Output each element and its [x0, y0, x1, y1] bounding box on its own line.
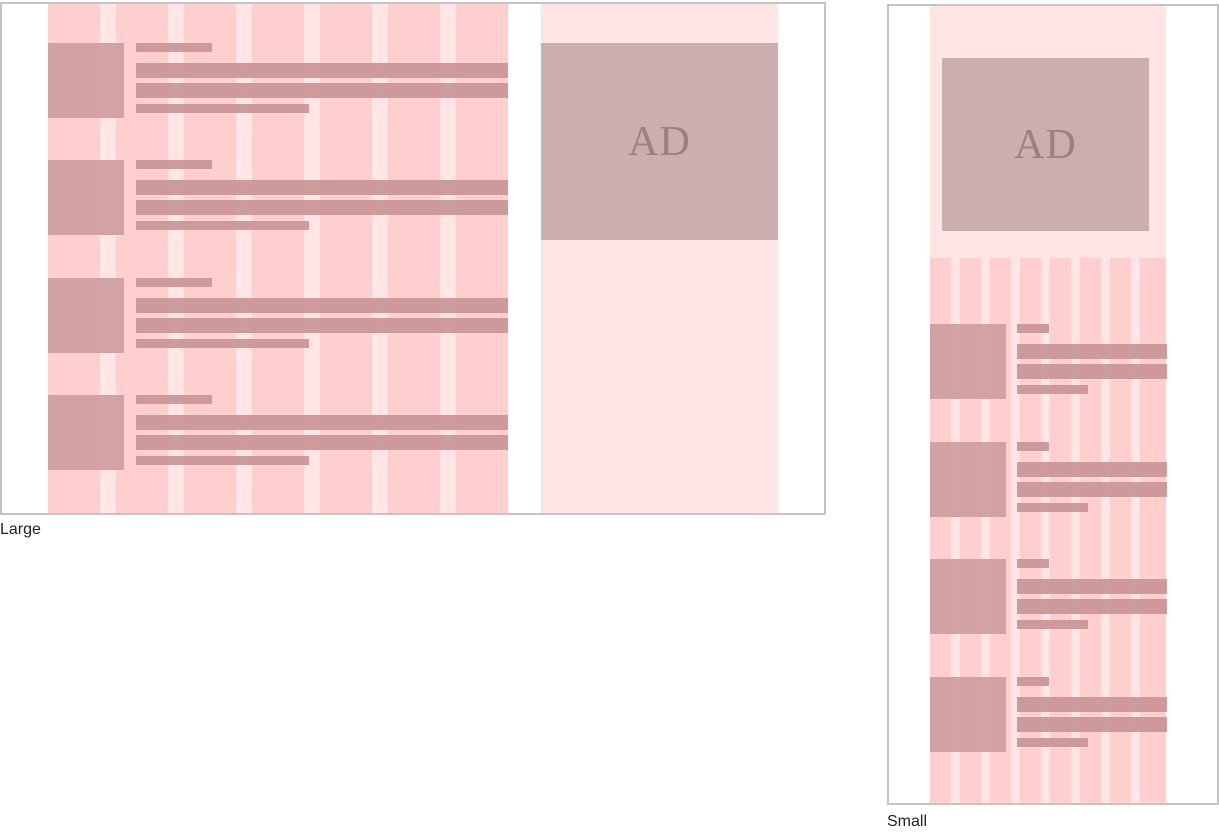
item-thumbnail [48, 160, 124, 235]
item-thumbnail [48, 43, 124, 118]
item-category-bar [136, 43, 212, 52]
item-thumbnail [930, 559, 1006, 634]
large-layout-frame [0, 2, 826, 515]
item-meta-bar [1017, 385, 1088, 394]
item-category-bar [1017, 442, 1049, 451]
item-title-bar [1017, 599, 1167, 614]
large-layout-caption: Large [0, 521, 41, 538]
item-title-bar [136, 435, 508, 450]
item-meta-bar [1017, 503, 1088, 512]
item-title-bar [1017, 717, 1167, 732]
item-category-bar [1017, 559, 1049, 568]
small-ad-block: AD [942, 58, 1149, 231]
item-title-bar [1017, 482, 1167, 497]
item-title-bar [136, 298, 508, 313]
item-title-bar [136, 83, 508, 98]
item-meta-bar [1017, 738, 1088, 747]
item-meta-bar [136, 339, 309, 348]
item-title-bar [136, 200, 508, 215]
item-title-bar [1017, 697, 1167, 712]
item-meta-bar [136, 221, 309, 230]
item-thumbnail [48, 278, 124, 353]
small-layout-frame [887, 4, 1219, 805]
item-category-bar [136, 160, 212, 169]
item-thumbnail [930, 442, 1006, 517]
item-title-bar [1017, 364, 1167, 379]
item-thumbnail [48, 395, 124, 470]
item-category-bar [136, 278, 212, 287]
item-title-bar [136, 318, 508, 333]
item-thumbnail [930, 677, 1006, 752]
large-ad-block: AD [541, 43, 778, 240]
item-title-bar [136, 180, 508, 195]
item-meta-bar [136, 104, 309, 113]
item-meta-bar [136, 456, 309, 465]
item-title-bar [1017, 579, 1167, 594]
item-meta-bar [1017, 620, 1088, 629]
item-category-bar [136, 395, 212, 404]
item-category-bar [1017, 324, 1049, 333]
item-title-bar [1017, 344, 1167, 359]
item-thumbnail [930, 324, 1006, 399]
item-title-bar [136, 415, 508, 430]
small-layout-caption: Small [887, 813, 928, 830]
item-category-bar [1017, 677, 1049, 686]
item-title-bar [1017, 462, 1167, 477]
item-title-bar [136, 63, 508, 78]
